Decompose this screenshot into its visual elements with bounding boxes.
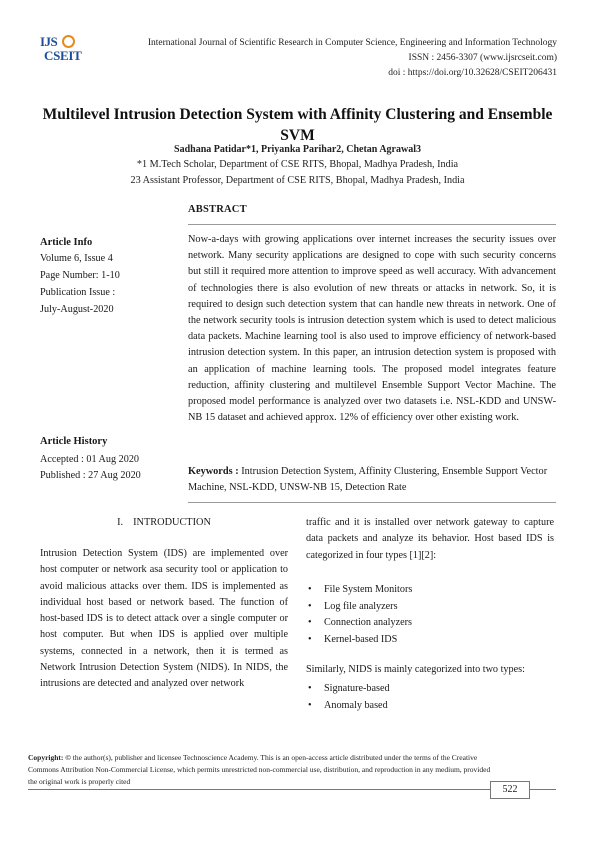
list-item: • Signature-based: [306, 681, 390, 698]
logo-text-bottom: CSEIT: [44, 48, 82, 63]
abstract-divider: [188, 224, 556, 225]
keywords-text: Intrusion Detection System, Affinity Clustering, Ensemble Support Vector Machine, NSL-KDD, UNSW-NB 15, Detection Rate: [188, 466, 548, 494]
nids-intro-text: Similarly, NIDS is mainly categorized into two types:: [306, 664, 525, 675]
journal-name: International Journal of Scientific Research in Computer Science, Engineering and Information Technology: [147, 38, 557, 48]
publication-issue: July-August-2020: [40, 304, 114, 315]
keywords-label: Keywords :: [188, 466, 239, 477]
authors: Sadhana Patidar*1, Priyanka Parihar2, Chetan Agrawal3: [174, 144, 421, 155]
list-item: • Connection analyzers: [306, 615, 412, 632]
journal-logo: [38, 34, 90, 68]
keywords-divider: [188, 502, 556, 503]
section-title: INTRODUCTION: [133, 517, 211, 528]
issn-line: ISSN : 2456-3307 (www.ijsrcseit.com): [408, 53, 557, 63]
section-number: I.: [117, 517, 124, 528]
article-volume: Volume 6, Issue 4: [40, 253, 113, 264]
page-number: 522: [490, 781, 530, 799]
publication-issue-label: Publication Issue :: [40, 287, 116, 298]
copyright-label: Copyright: ©: [28, 753, 71, 762]
footer-divider: [28, 789, 556, 790]
logo-ring-icon: [62, 35, 75, 48]
copyright-notice: [28, 752, 498, 788]
keywords: [188, 464, 556, 496]
title-line-2: SVM: [280, 127, 315, 144]
accepted-date: Accepted : 01 Aug 2020: [40, 454, 140, 465]
published-date: Published : 27 Aug 2020: [40, 470, 141, 481]
affiliation-2: 23 Assistant Professor, Department of CSE RITS, Bhopal, Madhya Pradesh, India: [130, 175, 465, 186]
list-item: • Log file analyzers: [306, 599, 412, 616]
copyright-text: the author(s), publisher and licensee Technoscience Academy. This is an open-access article distributed under the terms of the Creative Commons Attribution Non-Commercial License, which permits unrestricted non-commercial use, distribution, and reproduction in any medium, provided the original work is properly cited: [28, 753, 491, 786]
intro-paragraph-right: traffic and it is installed over network gateway to capture data packets and analyze its behavior. Host based IDS is categorized in four types [1][2]:: [306, 517, 554, 561]
host-ids-types-list: [306, 582, 412, 648]
nids-types-list: [306, 681, 390, 714]
section-heading-introduction: [40, 517, 288, 528]
affiliation-1: *1 M.Tech Scholar, Department of CSE RITS, Bhopal, Madhya Pradesh, India: [136, 159, 459, 170]
article-history-heading: Article History: [40, 436, 108, 447]
abstract-heading: ABSTRACT: [188, 204, 247, 215]
article-info-heading: Article Info: [40, 237, 93, 248]
logo-text-top: IJS: [40, 34, 58, 49]
intro-paragraph-left: Intrusion Detection System (IDS) are implemented over host computer or network asa security tool or application to avoid malicious attacks over them. IDS is implemented as individual host based or network based. The function of host-based IDS is to detect attack over a single computer or host computer. But when IDS is applied over multiple systems, connected in a network, then it is termed as Network Intrusion Detection System (NIDS). In NIDS, the intrusions are detected and analyzed over network: [40, 548, 288, 690]
list-item: • File System Monitors: [306, 582, 412, 599]
article-pages: Page Number: 1-10: [40, 270, 120, 281]
list-item: • Kernel-based IDS: [306, 632, 412, 649]
paper-title: [30, 104, 565, 146]
doi-link[interactable]: doi : https://doi.org/10.32628/CSEIT206431: [388, 68, 557, 78]
title-line-1: Multilevel Intrusion Detection System with Affinity Clustering and Ensemble: [42, 106, 553, 123]
list-item: • Anomaly based: [306, 698, 390, 715]
abstract-text: Now-a-days with growing applications over internet increases the security issues over network. Many security applications are designed to cope with such security concerns but still it required more attention to improve speed as well accuracy. With advancement of technologies there is also evolution of new threats or attacks in network. So, it is required to design such detection system that can handle new threats in network. One of the network security tools is intrusion detection system which is used to detect malicious data packets. Machine learning tool is also used to improve efficiency of network-based intrusion detection system. In this paper, an intrusion detection system is proposed with an application of machine learning tools. The proposed model integrates feature reduction, affinity clustering and multilevel Ensemble Support Vector Machine. The proposed model performance is analyzed over two datasets i.e. NSL-KDD and UNSW-NB 15 dataset and achieved approx. 12% of efficiency over other existing work.: [188, 234, 556, 424]
